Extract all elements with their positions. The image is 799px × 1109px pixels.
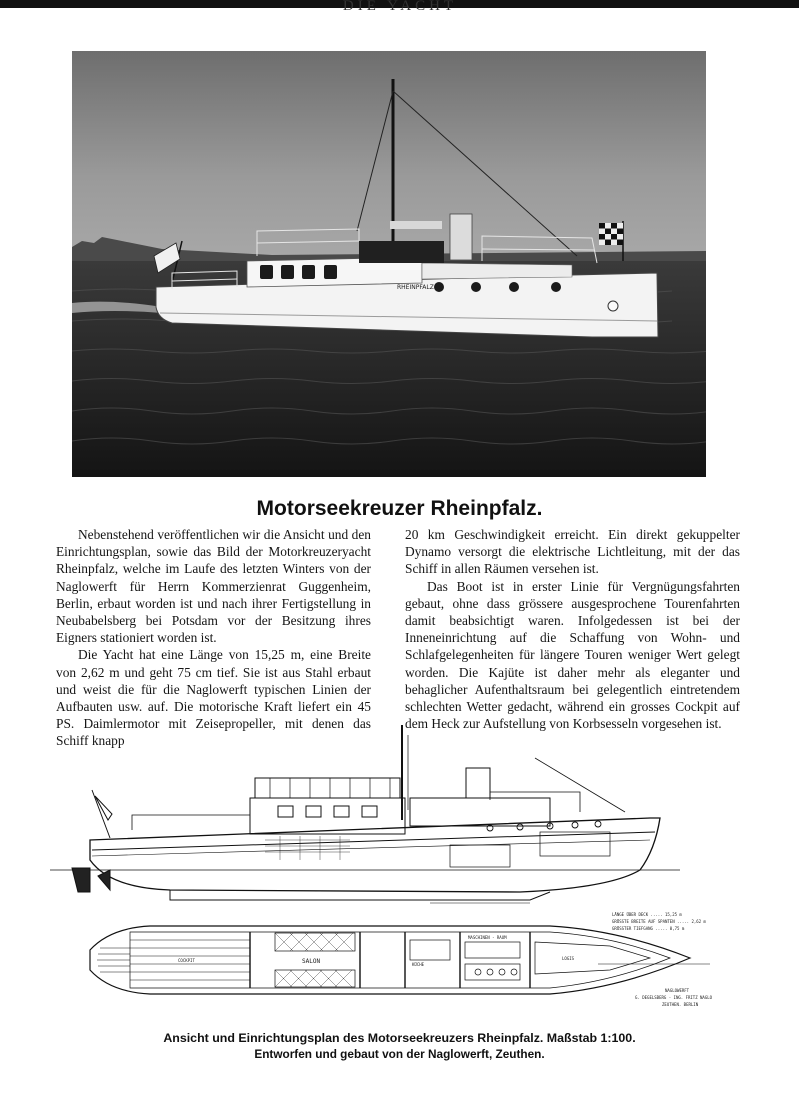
- label-kitchen: KÜCHE: [412, 962, 425, 967]
- running-head: DIE YACHT: [342, 0, 458, 14]
- yacht-photograph: [72, 51, 706, 477]
- label-salon: SALON: [302, 958, 321, 965]
- label-cockpit: COCKPIT: [178, 958, 195, 963]
- paragraph: 20 km Geschwindigkeit erreicht. Ein direkt gekuppelter Dynamo versorgt die elektrische Lichtleitung, mit der das Schiff in allen Räumen versehen ist.: [405, 527, 740, 577]
- stamp-line: G. DEGELSBERG - ING. FRITZ NAGLO: [635, 995, 713, 1000]
- dimension-line: GRÖSSTE BREITE AUF SPANTEN ..... 2,62 m: [612, 919, 706, 924]
- figure-caption: [0, 1030, 799, 1062]
- caption-line-1: Ansicht und Einrichtungsplan des Motorseekreuzers Rheinpfalz. Maßstab 1:100.: [163, 1031, 636, 1045]
- text-column-right: [405, 526, 740, 732]
- paragraph: Die Yacht hat eine Länge von 15,25 m, eine Breite von 2,62 m und geht 75 cm tief. Sie ist aus Stahl erbaut und weist die für die Naglowerft typischen Linien der Aufbauten usw. auf. Die motorische Kraft liefert ein 45 PS. Daimlermotor mit Zeisepropeller, mit denen das Schiff knapp: [56, 647, 371, 749]
- label-engine-room: MASCHINEN - RAUM: [468, 935, 507, 940]
- article-title: Motorseekreuzer Rheinpfalz.: [256, 497, 543, 520]
- text-column-left: [56, 526, 371, 750]
- dimension-line: GRÖSSTER TIEFGANG ..... 0,75 m: [612, 926, 685, 931]
- paragraph: Nebenstehend veröffentlichen wir die Ansicht und den Einrichtungsplan, sowie das Bild der Motorkreuzeryacht Rheinpfalz, welche im Laufe des letzten Winters von der Naglowerft für Herrn Kommerzienrat Guggenheim, Berlin, erbaut worden ist und nach ihrer Fertigstellung in Neubabelsberg bei Potsdam vor der Besitzung ihres Eigners stationiert worden ist.: [56, 527, 371, 646]
- label-logis: LOGIS: [562, 956, 575, 961]
- dimension-line: LÄNGE ÜBER DECK ..... 15,25 m: [612, 912, 682, 917]
- paragraph: Das Boot ist in erster Linie für Vergnügungsfahrten gebaut, ohne dass grössere ausgesprochene Tourenfahrten damit beabsichtigt waren. Infolgedessen ist bei der Inneneinrichtung auf die Schaffung von Wohn- und Schlafgelegenheiten für längere Touren weniger Wert gelegt worden. Die Kajüte ist daher mehr als eleganter und behaglicher Aufenthaltsraum bei gelegentlich eintretendem schlechten Wetter gedacht, während ein grosses Cockpit auf dem Heck zur Aufstellung von Korbsesseln vorgesehen ist.: [405, 578, 740, 732]
- yacht-plan-drawing: [50, 720, 750, 1020]
- caption-line-2: Entworfen und gebaut von der Naglowerft, Zeuthen.: [254, 1047, 545, 1061]
- stamp-line: ZEUTHEN. BERLIN: [662, 1002, 699, 1007]
- stamp-line: NAGLOWERFT: [665, 988, 690, 993]
- hull-name: RHEINPFALZ: [397, 284, 434, 291]
